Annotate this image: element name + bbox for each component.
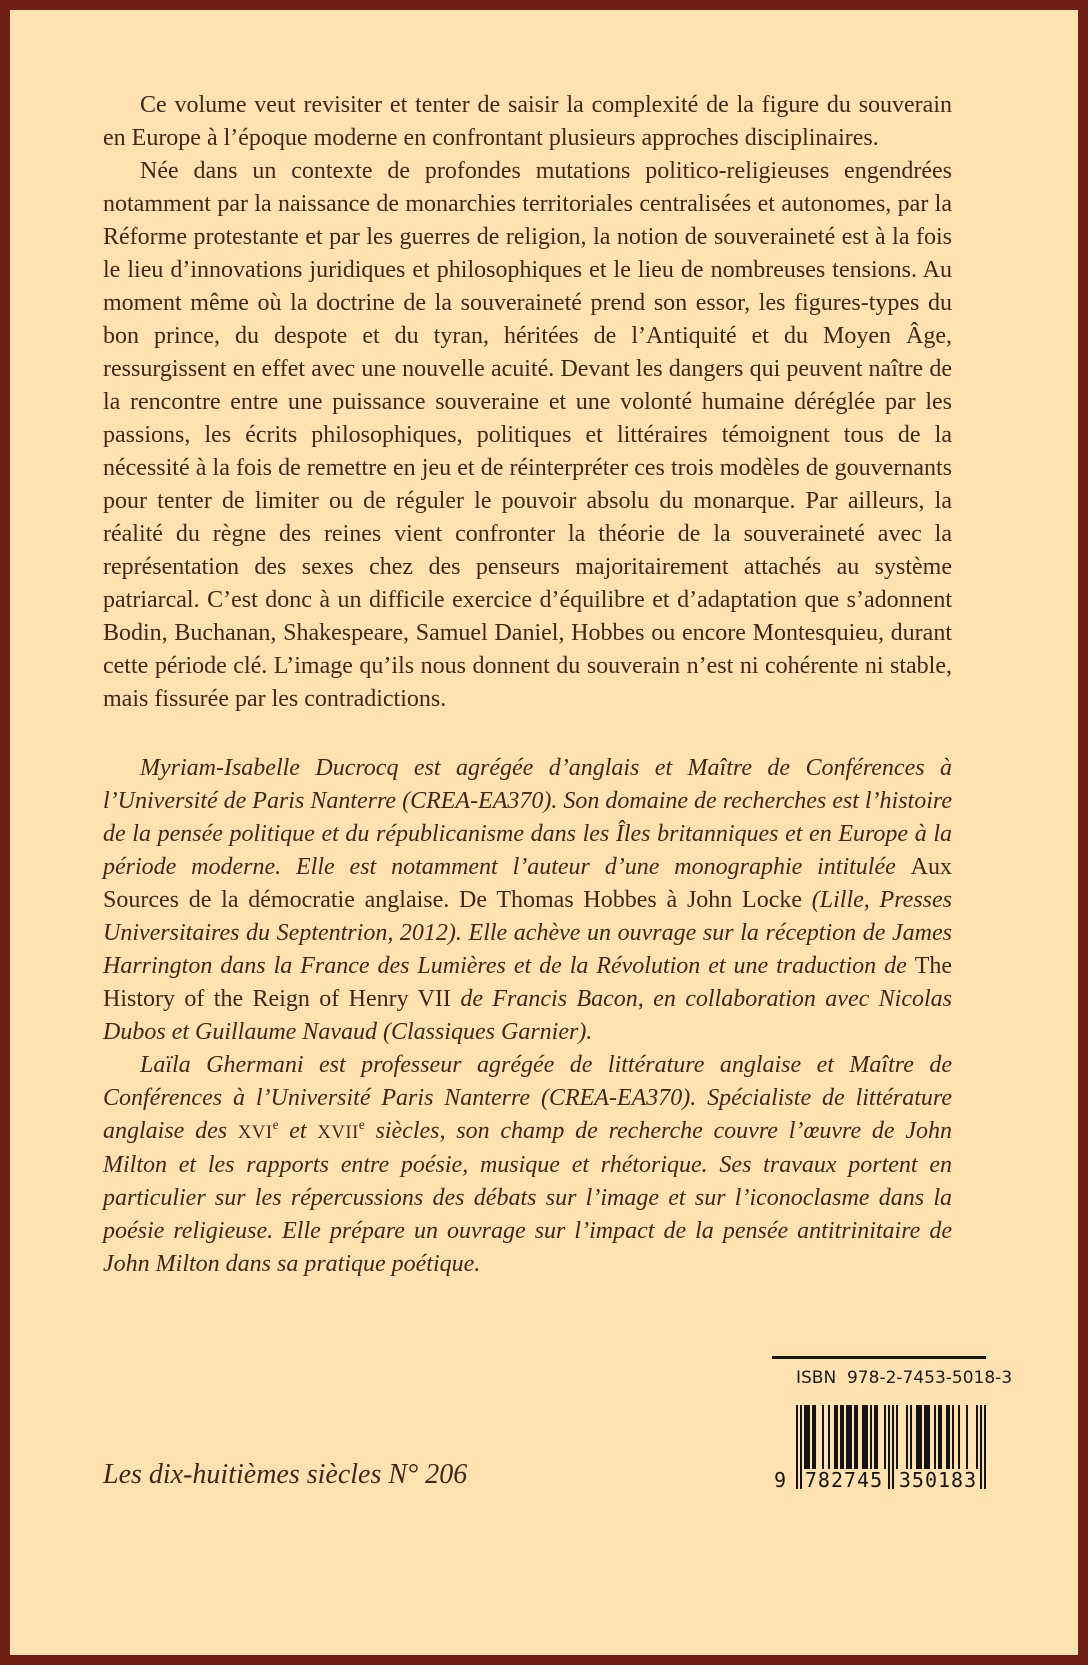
barcode-digits-right: 350183	[898, 1468, 978, 1492]
synopsis	[103, 89, 952, 716]
series-label: Les dix-huitièmes siècles N° 206	[103, 1459, 468, 1490]
barcode-digit-leading: 9	[774, 1468, 787, 1492]
author-bio-ducrocq: Myriam-Isabelle Ducrocq est agrégée d’anglais et Maître de Conférences à l’Université de Paris Nanterre (CREA-EA370). Son domaine de recherches est l’histoire de la pensée politique et du républicanisme dans les Îles britanniques et en Europe à la période moderne. Elle est notamment l’auteur d’une monographie intitulée Aux Sources de la démocratie anglaise. De Thomas Hobbes à John Locke (Lille, Presses Universitaires du Septentrion, 2012). Elle achève un ouvrage sur la réception de James Harrington dans la France des Lumières et de la Révolution et une traduction de The History of the Reign of Henry VII de Francis Bacon, en collaboration avec Nicolas Dubos et Guillaume Navaud (Classiques Garnier).	[103, 755, 952, 1045]
barcode	[772, 1405, 986, 1495]
isbn-rule	[772, 1356, 986, 1359]
synopsis-paragraph-1: Ce volume veut revisiter et tenter de saisir la complexité de la figure du souverain en Europe à l’époque moderne en confrontant plusieurs approches disciplinaires.	[103, 92, 952, 151]
isbn-label: ISBN 978-2-7453-5018-3	[796, 1368, 1013, 1388]
synopsis-paragraph-2: Née dans un contexte de profondes mutations politico-religieuses engendrées notamment par la naissance de monarchies territoriales centralisées et autonomes, par la Réforme protestante et par les guerres de religion, la notion de souveraineté est à la fois le lieu d’innovations juridiques et philosophiques et le lieu de nombreuses tensions. Au moment même où la doctrine de la souveraineté prend son essor, les figures-types du bon prince, du despote et du tyran, héritées de l’Antiquité et du Moyen Âge, ressurgissent en effet avec une nouvelle acuité. Devant les dangers qui peuvent naître de la rencontre entre une puissance souveraine et une volonté humaine déréglée par les passions, les écrits philosophiques, politiques et littéraires témoignent tous de la nécessité à la fois de remettre en jeu et de réinterpréter ces trois modèles de gouvernants pour tenter de limiter ou de réguler le pouvoir absolu du monarque. Par ailleurs, la réalité du règne des reines vient confronter la théorie de la souveraineté avec la représentation des sexes chez des penseurs majoritairement attachés au système patriarcal. C’est donc à un difficile exercice d’équilibre et d’adaptation que s’adonnent Bodin, Buchanan, Shakespeare, Samuel Daniel, Hobbes ou encore Montesquieu, durant cette période clé. L’image qu’ils nous donnent du souverain n’est ni cohérente ni stable, mais fissurée par les contradictions.	[103, 158, 952, 712]
author-bios	[103, 752, 952, 1281]
author-bio-ghermani: Laïla Ghermani est professeur agrégée de littérature anglaise et Maître de Conférences à l’Université Paris Nanterre (CREA-EA370). Spécialiste de littérature anglaise des XVIe et XVIIe siècles, son champ de recherche couvre l’œuvre de John Milton et les rapports entre poésie, musique et rhétorique. Ses travaux portent en particulier sur les répercussions des débats sur l’image et sur l’iconoclasme dans la poésie religieuse. Elle prépare un ouvrage sur l’impact de la pensée antitrinitaire de John Milton dans sa pratique poétique.	[103, 1052, 952, 1277]
barcode-digits-left: 782745	[804, 1468, 884, 1492]
isbn-block	[772, 1356, 1013, 1496]
